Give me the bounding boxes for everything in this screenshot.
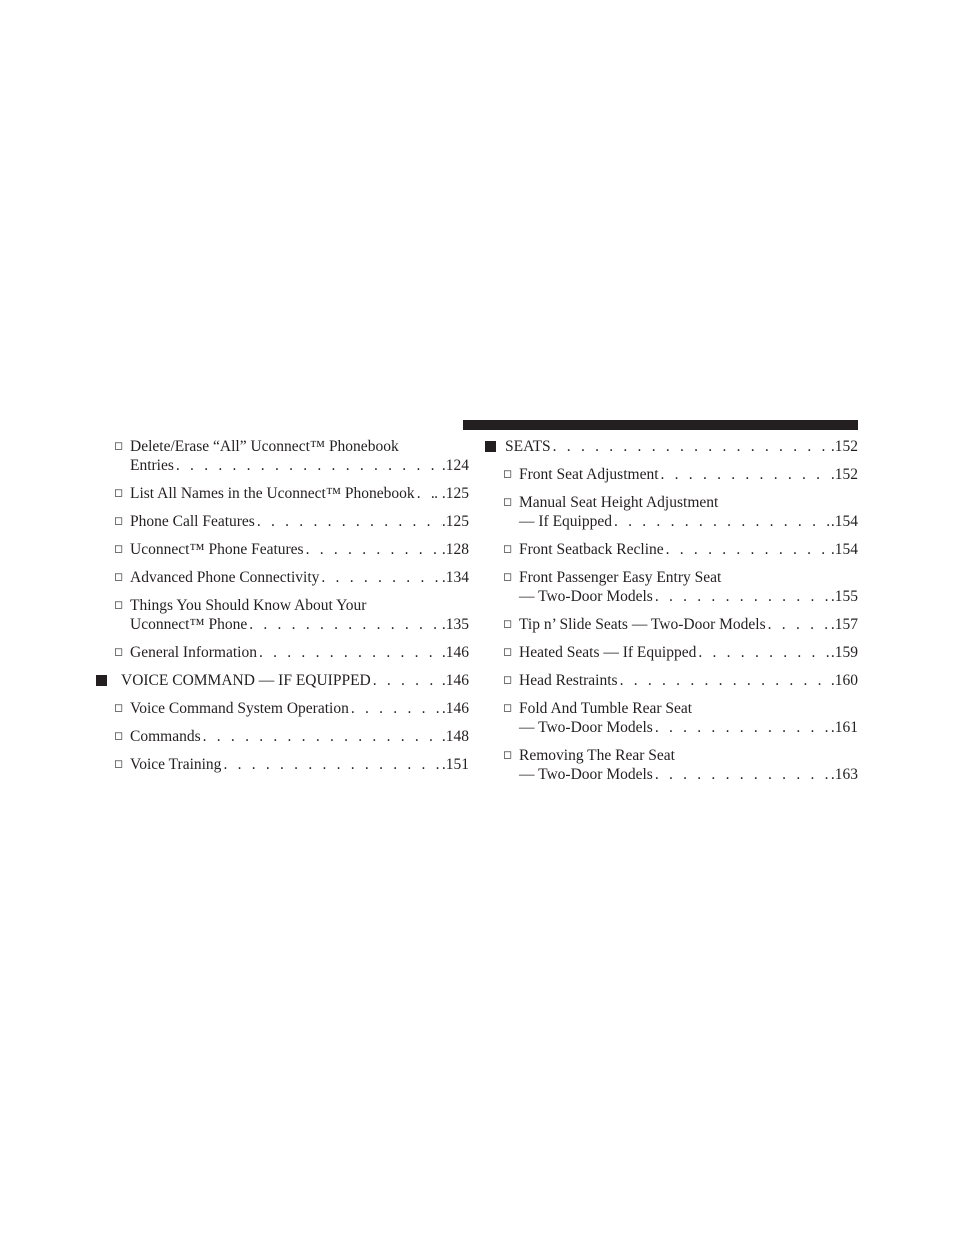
toc-page-number: .159 xyxy=(830,644,858,661)
subsection-box-bullet-icon: ◻ xyxy=(114,571,124,583)
toc-entry-title: Commands xyxy=(130,728,201,745)
toc-entry-title: Advanced Phone Connectivity xyxy=(130,569,320,586)
subsection-box-bullet-icon: ◻ xyxy=(503,674,513,686)
toc-entry-title: — Two-Door Models xyxy=(519,588,653,605)
toc-page-number: .128 xyxy=(441,541,469,558)
toc-subsection-entry[interactable] xyxy=(96,699,469,718)
toc-entry-title: VOICE COMMAND — IF EQUIPPED xyxy=(121,672,371,689)
toc-entry-title: — If Equipped xyxy=(519,513,612,530)
toc-page-number: .146 xyxy=(441,644,469,661)
toc-subsection-entry[interactable] xyxy=(96,755,469,774)
toc-subsection-entry[interactable] xyxy=(96,437,469,475)
toc-entry-title-line: Things You Should Know About Your xyxy=(130,597,367,614)
toc-page-number: .151 xyxy=(441,756,469,773)
toc-left-column xyxy=(96,437,469,783)
dot-leader xyxy=(551,437,831,456)
subsection-box-bullet-icon: ◻ xyxy=(503,468,513,480)
dot-leader xyxy=(371,671,442,690)
dot-leader xyxy=(257,643,442,662)
toc-subsection-entry[interactable] xyxy=(485,643,858,662)
toc-entry-title: — Two-Door Models xyxy=(519,766,653,783)
toc-page-number: .148 xyxy=(441,728,469,745)
toc-section-entry[interactable] xyxy=(96,671,469,690)
toc-page-number: .161 xyxy=(830,719,858,736)
toc-entry-title-line: Manual Seat Height Adjustment xyxy=(519,494,719,511)
dot-leader xyxy=(653,765,831,784)
toc-page-number: .154 xyxy=(830,513,858,530)
dot-leader xyxy=(201,727,442,746)
toc-entry-title: Heated Seats — If Equipped xyxy=(519,644,697,661)
toc-subsection-entry[interactable] xyxy=(485,746,858,784)
toc-subsection-entry[interactable] xyxy=(485,540,858,559)
dot-leader xyxy=(255,512,442,531)
subsection-box-bullet-icon: ◻ xyxy=(503,749,513,761)
toc-page-number: .152 xyxy=(830,438,858,455)
subsection-box-bullet-icon: ◻ xyxy=(503,702,513,714)
toc-page-number: .135 xyxy=(441,616,469,633)
dot-leader xyxy=(653,718,831,737)
toc-subsection-entry[interactable] xyxy=(96,568,469,587)
toc-entry-title: — Two-Door Models xyxy=(519,719,653,736)
subsection-box-bullet-icon: ◻ xyxy=(503,496,513,508)
subsection-box-bullet-icon: ◻ xyxy=(503,646,513,658)
subsection-box-bullet-icon: ◻ xyxy=(114,543,124,555)
toc-page-number: . .125 xyxy=(434,485,469,502)
dot-leader xyxy=(319,568,441,587)
dot-leader xyxy=(415,484,434,503)
dot-leader xyxy=(174,456,442,475)
toc-page-number: .125 xyxy=(441,513,469,530)
toc-subsection-entry[interactable] xyxy=(96,540,469,559)
section-header-bar xyxy=(463,420,858,430)
subsection-box-bullet-icon: ◻ xyxy=(503,543,513,555)
subsection-box-bullet-icon: ◻ xyxy=(114,599,124,611)
toc-subsection-entry[interactable] xyxy=(96,643,469,662)
section-square-bullet-icon xyxy=(485,441,496,452)
dot-leader xyxy=(618,671,831,690)
toc-entry-title: General Information xyxy=(130,644,257,661)
toc-subsection-entry[interactable] xyxy=(96,727,469,746)
subsection-box-bullet-icon: ◻ xyxy=(503,618,513,630)
subsection-box-bullet-icon: ◻ xyxy=(114,730,124,742)
toc-right-column xyxy=(485,437,858,793)
toc-entry-title-line: Fold And Tumble Rear Seat xyxy=(519,700,693,717)
toc-page-number: .134 xyxy=(441,569,469,586)
dot-leader xyxy=(766,615,831,634)
toc-entry-title: Uconnect™ Phone Features xyxy=(130,541,304,558)
dot-leader xyxy=(349,699,442,718)
toc-subsection-entry[interactable] xyxy=(96,484,469,503)
toc-entry-title-line: Front Passenger Easy Entry Seat xyxy=(519,569,722,586)
toc-entry-title: Phone Call Features xyxy=(130,513,255,530)
subsection-box-bullet-icon: ◻ xyxy=(114,646,124,658)
toc-page-number: .124 xyxy=(441,457,469,474)
dot-leader xyxy=(664,540,831,559)
toc-page-number: .154 xyxy=(830,541,858,558)
dot-leader xyxy=(696,643,831,662)
toc-subsection-entry[interactable] xyxy=(485,671,858,690)
toc-subsection-entry[interactable] xyxy=(485,493,858,531)
toc-entry-title: Front Seatback Recline xyxy=(519,541,664,558)
subsection-box-bullet-icon: ◻ xyxy=(114,702,124,714)
toc-page-number: .157 xyxy=(830,616,858,633)
toc-subsection-entry[interactable] xyxy=(485,615,858,634)
subsection-box-bullet-icon: ◻ xyxy=(114,758,124,770)
toc-entry-title: Head Restraints xyxy=(519,672,618,689)
section-square-bullet-icon xyxy=(96,675,107,686)
subsection-box-bullet-icon: ◻ xyxy=(503,571,513,583)
toc-subsection-entry[interactable] xyxy=(485,465,858,484)
subsection-box-bullet-icon: ◻ xyxy=(114,487,124,499)
toc-entry-title: SEATS xyxy=(505,438,551,455)
toc-page-number: .146 xyxy=(441,700,469,717)
toc-entry-title: List All Names in the Uconnect™ Phonebook xyxy=(130,485,415,502)
toc-subsection-entry[interactable] xyxy=(485,568,858,606)
toc-subsection-entry[interactable] xyxy=(96,512,469,531)
toc-entry-title: Front Seat Adjustment xyxy=(519,466,659,483)
dot-leader xyxy=(659,465,831,484)
toc-page-number: .163 xyxy=(830,766,858,783)
toc-page-number: .146 xyxy=(441,672,469,689)
toc-entry-title: Voice Command System Operation xyxy=(130,700,349,717)
toc-page-number: .155 xyxy=(830,588,858,605)
dot-leader xyxy=(221,755,441,774)
toc-subsection-entry[interactable] xyxy=(96,596,469,634)
subsection-box-bullet-icon: ◻ xyxy=(114,440,124,452)
toc-section-entry[interactable] xyxy=(485,437,858,456)
subsection-box-bullet-icon: ◻ xyxy=(114,515,124,527)
toc-entry-title: Voice Training xyxy=(130,756,222,773)
toc-page-number: .152 xyxy=(830,466,858,483)
toc-entry-title: Tip n’ Slide Seats — Two-Door Models xyxy=(519,616,766,633)
toc-entry-title-line: Delete/Erase “All” Uconnect™ Phonebook xyxy=(130,438,399,455)
dot-leader xyxy=(653,587,831,606)
toc-entry-title: Uconnect™ Phone xyxy=(130,616,248,633)
dot-leader xyxy=(247,615,442,634)
toc-entry-title-line: Removing The Rear Seat xyxy=(519,747,675,764)
toc-page-number: .160 xyxy=(830,672,858,689)
dot-leader xyxy=(304,540,442,559)
dot-leader xyxy=(612,512,831,531)
toc-subsection-entry[interactable] xyxy=(485,699,858,737)
toc-entry-title: Entries xyxy=(130,457,174,474)
